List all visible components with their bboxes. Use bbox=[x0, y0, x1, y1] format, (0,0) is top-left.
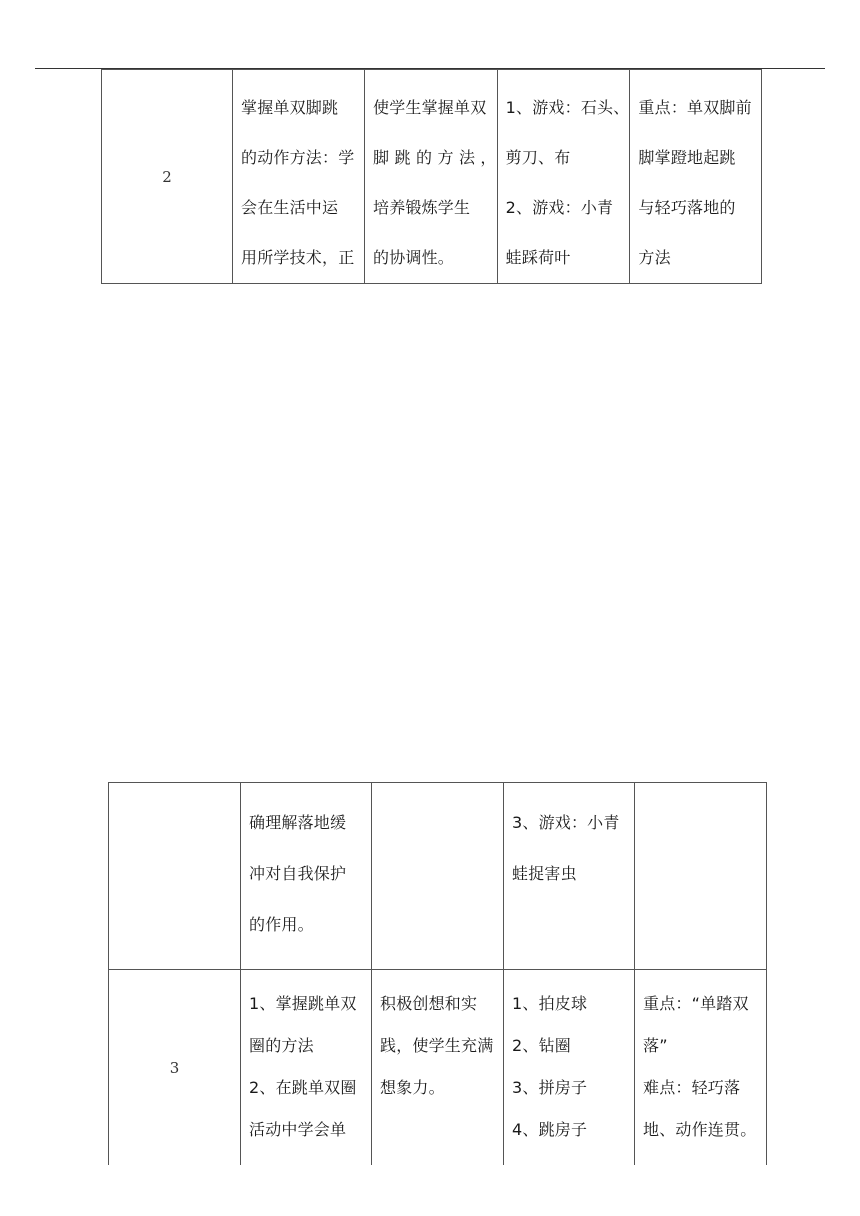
cell-line: 落” bbox=[643, 1036, 668, 1055]
cell-line: 4、跳房子 bbox=[512, 1120, 588, 1139]
cell-line: 蛙捉害虫 bbox=[512, 864, 577, 883]
activity-cell bbox=[497, 70, 630, 284]
table-row bbox=[109, 783, 767, 970]
cell-line: 掌握单双脚跳 bbox=[241, 98, 339, 117]
goal-cell bbox=[372, 970, 504, 1166]
cell-line: 的协调性。 bbox=[373, 248, 455, 267]
cell-line: 1、游戏：石头、 bbox=[505, 98, 630, 117]
lesson-number bbox=[109, 783, 241, 970]
lesson-number-label: 3 bbox=[169, 1058, 180, 1077]
cell-line: 脚 跳 的 方 法 ， bbox=[373, 148, 497, 167]
cell-line: 积极创想和实 bbox=[380, 994, 478, 1013]
objective-cell bbox=[241, 783, 372, 970]
objective-cell bbox=[233, 70, 365, 284]
cell-line: 会在生活中运 bbox=[241, 198, 339, 217]
cell-line: 想象力。 bbox=[380, 1078, 445, 1097]
keypoint-cell bbox=[635, 970, 767, 1166]
cell-line: 脚掌蹬地起跳 bbox=[638, 148, 736, 167]
cell-line: 重点：单双脚前 bbox=[638, 98, 752, 117]
cell-line: 使学生掌握单双 bbox=[373, 98, 487, 117]
cell-line: 圈的方法 bbox=[249, 1036, 314, 1055]
lesson-table-next-page bbox=[108, 782, 767, 1165]
cell-line: 2、钻圈 bbox=[512, 1036, 571, 1055]
cell-line: 难点：轻巧落 bbox=[643, 1078, 741, 1097]
objective-cell bbox=[241, 970, 372, 1166]
goal-cell bbox=[372, 783, 504, 970]
keypoint-cell bbox=[630, 70, 762, 284]
cell-line: 践，使学生充满 bbox=[380, 1036, 494, 1055]
goal-cell bbox=[365, 70, 498, 284]
cell-line: 重点：“单踏双 bbox=[643, 994, 749, 1013]
cell-line: 培养锻炼学生 bbox=[373, 198, 471, 217]
cell-line: 用所学技术，正 bbox=[241, 248, 355, 267]
cell-line: 剪刀、布 bbox=[505, 148, 571, 167]
table-row bbox=[102, 70, 762, 284]
cell-line: 的动作方法：学 bbox=[241, 148, 355, 167]
lesson-number bbox=[109, 970, 241, 1166]
cell-line: 活动中学会单 bbox=[249, 1120, 347, 1139]
activity-cell bbox=[504, 783, 635, 970]
cell-line: 的作用。 bbox=[249, 915, 314, 934]
cell-line: 蛙踩荷叶 bbox=[505, 248, 571, 267]
lesson-number-label: 2 bbox=[162, 167, 172, 186]
cell-line: 确理解落地缓 bbox=[249, 813, 347, 832]
cell-line: 2、游戏：小青 bbox=[505, 198, 614, 217]
cell-line: 3、拼房子 bbox=[512, 1078, 588, 1097]
cell-line: 1、拍皮球 bbox=[512, 994, 588, 1013]
cell-line: 1、掌握跳单双 bbox=[249, 994, 357, 1013]
table-row bbox=[109, 970, 767, 1166]
cell-line: 冲对自我保护 bbox=[249, 864, 347, 883]
cell-line: 方法 bbox=[638, 248, 671, 267]
cell-line: 地、动作连贯。 bbox=[643, 1120, 757, 1139]
cell-line: 3、游戏：小青 bbox=[512, 813, 620, 832]
cell-line: 2、在跳单双圈 bbox=[249, 1078, 357, 1097]
lesson-table-continued bbox=[101, 69, 762, 284]
lesson-number bbox=[102, 70, 233, 284]
keypoint-cell bbox=[635, 783, 767, 970]
cell-line: 与轻巧落地的 bbox=[638, 198, 736, 217]
activity-cell bbox=[504, 970, 635, 1166]
